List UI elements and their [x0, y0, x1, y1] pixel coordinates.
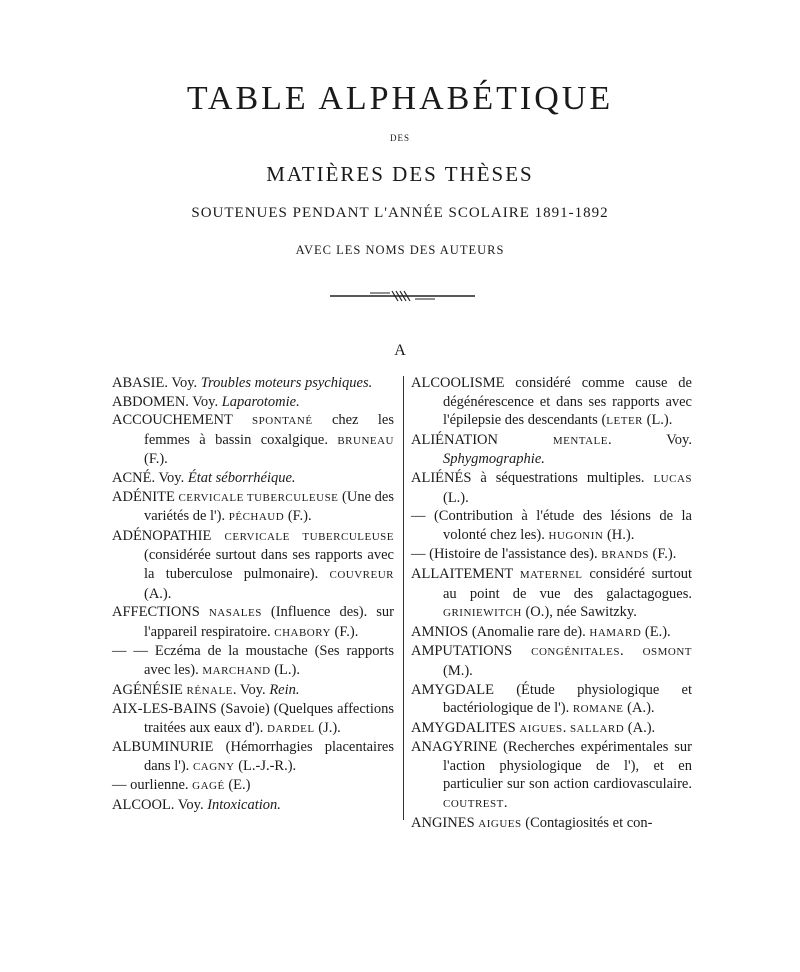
- entry-text: ADÉNOPATHIE: [112, 527, 225, 544]
- small-caps-text: CERVICALE TUBERCULEUSE: [224, 530, 394, 543]
- small-caps-text: AIGUES: [478, 817, 522, 830]
- small-caps-text: CAGNY: [192, 760, 235, 773]
- right-column: [411, 374, 692, 833]
- entry-text: AMYGDALITES: [411, 719, 520, 736]
- entry-text: ALLAITEMENT: [411, 565, 520, 582]
- column-divider: [403, 376, 404, 820]
- index-entry: [411, 469, 692, 507]
- entry-text: (F.).: [284, 508, 312, 525]
- cross-reference: Intoxication.: [207, 797, 281, 814]
- small-caps-text: COUTREST: [443, 798, 504, 811]
- index-entry: [411, 738, 692, 813]
- entry-text: ABASIE. Voy.: [112, 375, 201, 391]
- small-caps-text: HAMARD: [589, 626, 642, 639]
- entry-text: — (Histoire de l'assistance des).: [411, 546, 602, 563]
- entry-text: (F.).: [648, 546, 677, 563]
- index-entry: [112, 738, 394, 776]
- entry-text: . Voy.: [232, 681, 270, 698]
- title-connector: DES: [389, 133, 410, 143]
- entry-text: ANGINES: [411, 814, 479, 831]
- entry-text: (F.).: [330, 623, 359, 640]
- index-entry: [112, 642, 394, 680]
- index-entry: [112, 796, 394, 815]
- entry-text: . Voy.: [608, 431, 692, 448]
- entry-text: (F.).: [144, 451, 168, 468]
- small-caps-text: BRUNEAU: [337, 434, 394, 447]
- entry-text: — — Eczéma de la moustache (Ses rapports avec les).: [112, 643, 394, 678]
- entry-text: .: [503, 795, 508, 812]
- entry-text: (Influence des). sur l'appareil respiratoire.: [144, 604, 394, 640]
- entry-text: ALCOOL. Voy.: [112, 797, 208, 814]
- cross-reference: État séborrhéique.: [187, 469, 296, 486]
- academic-year-line: SOUTENUES PENDANT L'ANNÉE SCOLAIRE 1891-1892: [191, 205, 609, 221]
- cross-reference: Laparotomie.: [221, 393, 300, 410]
- entry-text: chez les femmes à bassin coxalgique.: [144, 412, 394, 448]
- entry-text: (L.).: [643, 412, 673, 429]
- entry-text: ALIÉNATION: [411, 431, 553, 448]
- small-caps-text: BRANDS: [601, 549, 649, 562]
- small-caps-text: CONGÉNITALES: [531, 646, 620, 659]
- entry-text: (J.).: [314, 719, 341, 736]
- entry-text: (A.).: [624, 719, 656, 736]
- entry-text: AMPUTATIONS: [411, 643, 532, 660]
- small-caps-text: DARDEL: [267, 722, 315, 735]
- small-caps-text: GAGÉ: [192, 780, 225, 793]
- index-entry: [112, 603, 394, 642]
- left-column: [112, 374, 394, 815]
- entry-text: (considérée surtout dans ses rapports avec la tuberculose pulmonaire).: [144, 547, 394, 582]
- entry-text: (Contagiosités et con-: [521, 814, 653, 831]
- page-title: TABLE ALPHABÉTIQUE: [186, 80, 614, 117]
- cross-reference: Rein.: [269, 681, 300, 698]
- entry-text: (L.).: [270, 661, 300, 678]
- index-entry: [112, 374, 394, 393]
- index-entry: [411, 623, 692, 643]
- index-entry: [112, 776, 394, 796]
- small-caps-text: AIGUES: [519, 722, 563, 735]
- entry-text: AGÉNÉSIE: [112, 681, 187, 698]
- entry-text: (A.).: [144, 585, 172, 602]
- small-caps-text: MATERNEL: [519, 568, 583, 581]
- entry-text: AMNIOS (Anomalie rare de).: [411, 623, 590, 640]
- entry-text: (A.).: [623, 700, 655, 717]
- small-caps-text: LUCAS: [653, 472, 692, 485]
- index-entry: [411, 681, 692, 719]
- index-entry: [112, 393, 394, 412]
- index-entry: [411, 565, 692, 623]
- index-entry: [411, 814, 692, 834]
- small-caps-text: MARCHAND: [202, 664, 271, 677]
- index-entry: [112, 469, 394, 488]
- entry-text: ACCOUCHEMENT: [112, 412, 252, 429]
- entry-text: .: [562, 719, 570, 736]
- small-caps-text: GRINIEWITCH: [443, 607, 522, 620]
- small-caps-text: SPONTANÉ: [251, 415, 313, 428]
- entry-text: ALCOOLISME considéré comme cause de dégénérescence et dans ses rapports avec l'épilepsie des descendants (: [411, 375, 692, 429]
- index-entry: [112, 411, 394, 469]
- index-entry: [112, 527, 394, 603]
- page-subtitle: MATIÈRES DES THÈSES: [266, 162, 534, 186]
- cross-reference: Troubles moteurs psychiques.: [200, 375, 373, 391]
- entry-text: (L.).: [443, 489, 469, 506]
- index-entry: [112, 681, 394, 701]
- entry-text: AMYGDALE (Étude physiologique et bactériologique de l').: [411, 681, 692, 717]
- index-entry: [411, 719, 692, 739]
- small-caps-text: CERVICALE TUBERCULEUSE: [178, 491, 339, 504]
- entry-text: ALBUMINURIE (Hémorrhagies placentaires dans l').: [112, 739, 394, 774]
- small-caps-text: COUVREUR: [329, 568, 394, 581]
- index-entry: [411, 545, 692, 565]
- small-caps-text: MENTALE: [552, 434, 608, 447]
- entry-text: (H.).: [603, 526, 635, 543]
- entry-text: (L.-J.-R.).: [234, 757, 297, 774]
- small-caps-text: HUGONIN: [548, 529, 604, 542]
- entry-text: — (Contribution à l'étude des lésions de la volonté chez les).: [411, 508, 692, 543]
- entry-text: — ourlienne.: [112, 777, 193, 794]
- entry-text: considéré surtout au point de vue des galactagogues.: [443, 565, 692, 602]
- entry-text: ANAGYRINE (Recherches expérimentales sur l'action physiologique de l'), et en particulier sur son action cardiovasculaire.: [411, 739, 692, 793]
- entry-text: ABDOMEN. Voy.: [112, 393, 222, 410]
- index-entry: [411, 642, 692, 680]
- entry-text: AFFECTIONS: [112, 604, 209, 621]
- small-caps-text: LETER: [606, 415, 643, 428]
- index-entry: [112, 700, 394, 738]
- entry-text: ACNÉ. Voy.: [112, 469, 188, 486]
- entry-text: (Une des variétés de l').: [144, 488, 394, 525]
- index-entry: [411, 507, 692, 545]
- index-entry: [411, 374, 692, 431]
- index-entry: [411, 431, 692, 469]
- section-letter: A: [394, 342, 406, 359]
- entry-text: AIX-LES-BAINS (Savoie) (Quelques affections traitées aux eaux d').: [112, 701, 394, 736]
- ornament-divider: [330, 288, 475, 304]
- small-caps-text: ROMANE: [572, 703, 624, 716]
- entry-text: ADÉNITE: [112, 488, 179, 505]
- entry-text: ALIÉNÉS à séquestrations multiples.: [411, 469, 654, 486]
- entry-text: (O.), née Sawitzky.: [521, 604, 637, 621]
- entry-text: (M.).: [443, 662, 473, 679]
- small-caps-text: SALLARD: [569, 722, 625, 735]
- entry-text: (E.).: [641, 623, 671, 640]
- entry-text: (E.): [224, 777, 251, 794]
- small-caps-text: CHABORY: [274, 626, 331, 639]
- entry-text: .: [619, 643, 643, 660]
- cross-reference: Sphygmographie.: [443, 451, 545, 468]
- index-entry: [112, 488, 394, 527]
- small-caps-text: RÉNALE: [186, 684, 233, 697]
- small-caps-text: PÉCHAUD: [228, 511, 285, 524]
- small-caps-text: NASALES: [208, 607, 262, 620]
- small-caps-text: OSMONT: [642, 646, 693, 659]
- authors-line: AVEC LES NOMS DES AUTEURS: [295, 243, 505, 257]
